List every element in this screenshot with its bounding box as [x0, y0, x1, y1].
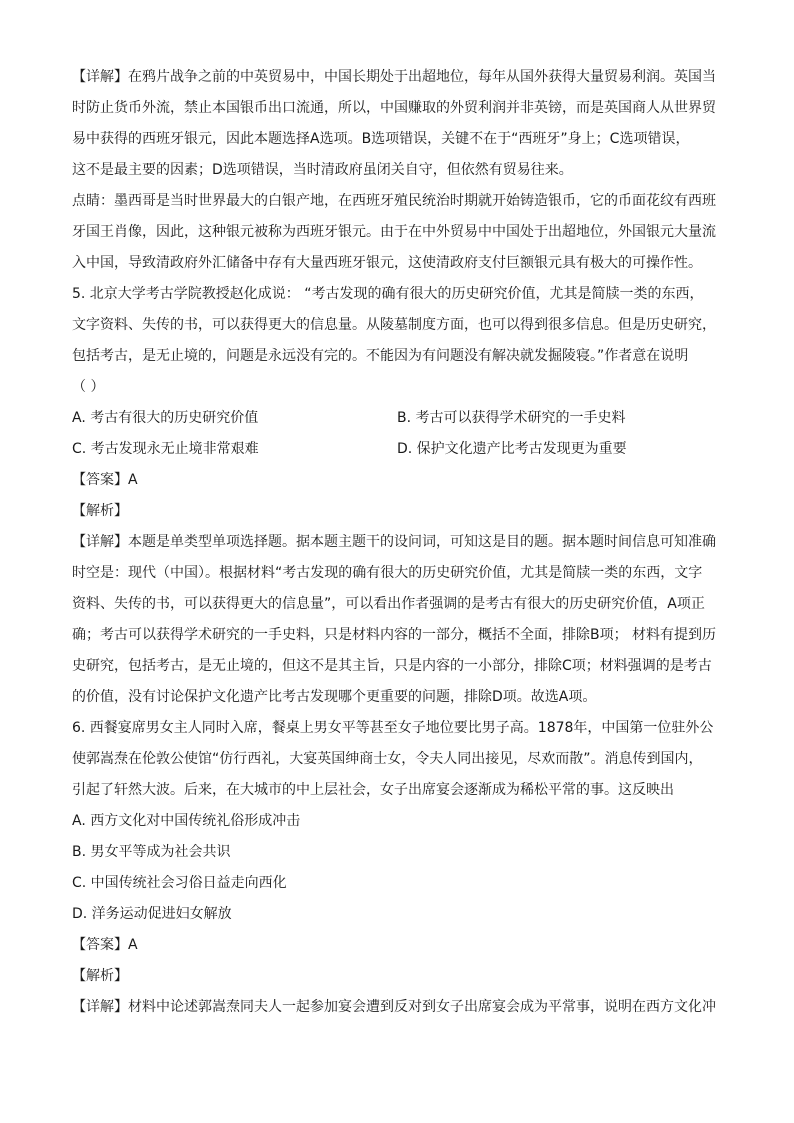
q6-analysis-label: 【解析】 — [72, 968, 128, 984]
q4-detail-line-2: 时防止货币外流，禁止本国银币出口流通，所以，中国赚取的外贸利润并非英镑，而是英国商人从世界贸 — [72, 100, 716, 116]
q4-note — [72, 186, 727, 279]
q5-detail-line-2: 时空是：现代（中国）。根据材料“考古发现的确有很大的历史研究价值，尤其是简牍一类的东西，文字 — [72, 565, 703, 581]
q5-option-d: D. 保护文化遗产比考古发现更为重要 — [397, 441, 627, 457]
q4-detail-line-1: 【详解】在鸦片战争之前的中英贸易中，中国长期处于出超地位，每年从国外获得大量贸易利润。英国当 — [72, 69, 716, 85]
q6-stem-line-3: 引起了轩然大波。后来，在大城市的中上层社会，女子出席宴会逐渐成为稀松平常的事。这反映出 — [72, 782, 674, 798]
q5-option-b: B. 考古可以获得学术研究的一手史料 — [397, 410, 626, 426]
question-6 — [72, 713, 727, 1023]
q5-detail-line-3: 资料、失传的书，可以获得更大的信息量”，可以看出作者强调的是考古有很大的历史研究价值，A项正 — [72, 596, 705, 612]
q5-detail-line-6: 的价值，没有讨论保护文化遗产比考古发现哪个更重要的问题，排除D项。故选A项。 — [72, 689, 597, 705]
q4-note-line-1: 点睛：墨西哥是当时世界最大的白银产地，在西班牙殖民统治时期就开始铸造银币，它的币面花纹有西班 — [72, 193, 716, 209]
q6-stem-line-1: 6. 西餐宴席男女主人同时入席，餐桌上男女平等甚至女子地位要比男子高。1878年，中国第一位驻外公 — [72, 720, 714, 736]
q5-option-c: C. 考古发现永无止境非常艰难 — [72, 441, 259, 457]
document-page — [72, 62, 727, 1023]
q5-options-row-2 — [72, 434, 727, 465]
q5-answer: 【答案】A — [72, 472, 138, 488]
q5-detail-line-5: 史研究，包括考古，是无止境的，但这不是其主旨，只是内容的一小部分，排除C项；材料强调的是考古 — [72, 658, 712, 674]
q6-option-b: B. 男女平等成为社会共识 — [72, 844, 231, 860]
q4-note-line-3: 入中国，导致清政府外汇储备中存有大量西班牙银元，这使清政府支付巨额银元具有极大的可操作性。 — [72, 255, 702, 271]
q5-detail-line-4: 确；考古可以获得学术研究的一手史料，只是材料内容的一部分，概括不全面，排除B项； 材料有提到历 — [72, 627, 717, 643]
q5-stem-line-4: （ ） — [72, 379, 105, 395]
q5-options-row-1 — [72, 403, 727, 434]
q5-option-a: A. 考古有很大的历史研究价值 — [72, 410, 259, 426]
q6-option-d: D. 洋务运动促进妇女解放 — [72, 906, 232, 922]
q6-answer: 【答案】A — [72, 937, 138, 953]
q5-stem-line-3: 包括考古，是无止境的，问题是永远没有完的。不能因为有问题没有解决就发掘陵寝。”作者意在说明 — [72, 348, 689, 364]
q6-option-a: A. 西方文化对中国传统礼俗形成冲击 — [72, 813, 301, 829]
q4-detail-line-4: 这不是最主要的因素；D选项错误，当时清政府虽闭关自守，但依然有贸易往来。 — [72, 162, 573, 178]
q5-analysis-label: 【解析】 — [72, 503, 128, 519]
question-5 — [72, 279, 727, 713]
q6-option-c: C. 中国传统社会习俗日益走向西化 — [72, 875, 287, 891]
q4-detail-line-3: 易中获得的西班牙银元，因此本题选择A选项。B选项错误，关键不在于“西班牙”身上；C选项错误， — [72, 131, 690, 147]
q4-note-line-2: 牙国王肖像，因此，这种银元被称为西班牙银元。由于在中外贸易中中国处于出超地位，外国银元大量流 — [72, 224, 716, 240]
q4-detail — [72, 62, 727, 186]
q6-stem-line-2: 使郭嵩焘在伦敦公使馆“仿行西礼，大宴英国绅商士女，令夫人同出接见，尽欢而散”。消息传到国内， — [72, 751, 703, 767]
q5-stem-line-1: 5. 北京大学考古学院教授赵化成说： “考古发现的确有很大的历史研究价值，尤其是简牍一类的东西， — [72, 286, 704, 302]
q5-stem-line-2: 文字资料、失传的书，可以获得更大的信息量。从陵墓制度方面，也可以得到很多信息。但是历史研究， — [72, 317, 716, 333]
q6-detail-line-1: 【详解】材料中论述郭嵩焘同夫人一起参加宴会遭到反对到女子出席宴会成为平常事，说明在西方文化冲 — [72, 999, 716, 1015]
q5-detail-line-1: 【详解】本题是单类型单项选择题。据本题主题干的设问词，可知这是目的题。据本题时间信息可知准确 — [72, 534, 716, 550]
